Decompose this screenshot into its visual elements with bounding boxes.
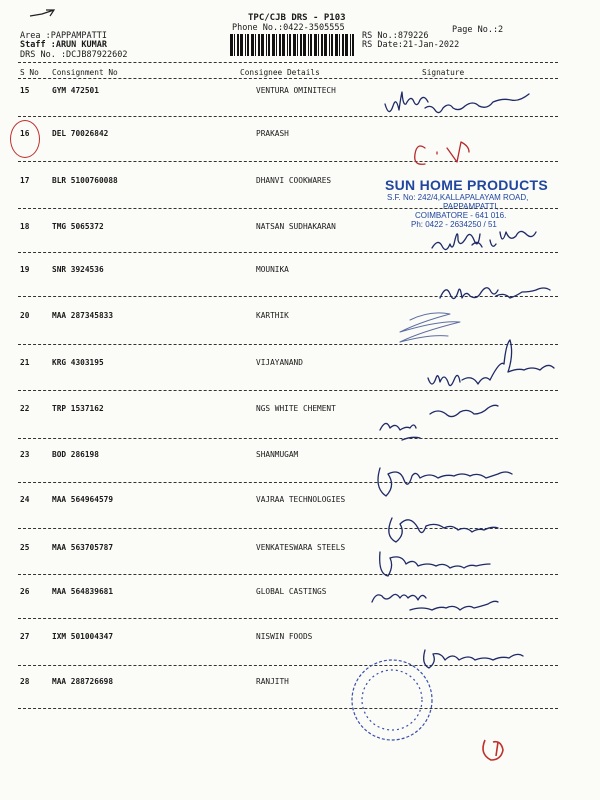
row-consignee: MOUNIKA bbox=[256, 265, 289, 274]
divider bbox=[18, 438, 558, 439]
table-row bbox=[0, 311, 600, 325]
row-sno: 23 bbox=[20, 450, 30, 459]
barcode-bar bbox=[324, 34, 327, 56]
stamp-address-line: PAPPAMPATTI, bbox=[443, 202, 499, 211]
rs-number: RS No.:879226 bbox=[362, 31, 429, 41]
barcode-bar bbox=[314, 34, 317, 56]
round-seal bbox=[352, 660, 432, 740]
row-consignee: PRAKASH bbox=[256, 129, 289, 138]
row-consignee: DHANVI COOKWARES bbox=[256, 176, 332, 185]
row-consignment: MAA 564839681 bbox=[52, 587, 114, 596]
row-sno: 27 bbox=[20, 632, 30, 641]
row-sno: 15 bbox=[20, 86, 30, 95]
divider bbox=[18, 78, 558, 79]
barcode-bar bbox=[308, 34, 309, 56]
row-sno: 16 bbox=[20, 129, 30, 138]
barcode-bar bbox=[237, 34, 239, 56]
barcode-bar bbox=[230, 34, 233, 56]
red-circle-mark bbox=[10, 120, 40, 158]
stamp-company: SUN HOME PRODUCTS bbox=[385, 177, 548, 193]
row-consignment: MAA 288726698 bbox=[52, 677, 114, 686]
row-consignment: MAA 563705787 bbox=[52, 543, 114, 552]
divider bbox=[18, 618, 558, 619]
divider bbox=[18, 390, 558, 391]
table-row bbox=[0, 677, 600, 691]
row-sno: 25 bbox=[20, 543, 30, 552]
row-sno: 22 bbox=[20, 404, 30, 413]
barcode-bar bbox=[282, 34, 285, 56]
row-consignment: BLR 5100760088 bbox=[52, 176, 118, 185]
table-row bbox=[0, 86, 600, 100]
row-consignee: KARTHIK bbox=[256, 311, 289, 320]
barcode-bar bbox=[339, 34, 340, 56]
row-sno: 21 bbox=[20, 358, 30, 367]
stamp-address-line: S.F. No: 242/4,KALLAPALAYAM ROAD, bbox=[387, 193, 529, 202]
divider bbox=[18, 161, 558, 162]
row-consignee: VENKATESWARA STEELS bbox=[256, 543, 346, 552]
barcode-bar bbox=[303, 34, 306, 56]
col-consignee: Consignee Details bbox=[240, 68, 320, 77]
table-row bbox=[0, 358, 600, 372]
divider bbox=[18, 665, 558, 666]
area-label: Area :PAPPAMPATTI bbox=[20, 31, 107, 41]
row-consignment: KRG 4303195 bbox=[52, 358, 104, 367]
row-consignee: GLOBAL CASTINGS bbox=[256, 587, 327, 596]
col-sno: S No bbox=[20, 68, 39, 77]
divider bbox=[18, 296, 558, 297]
barcode-bar bbox=[350, 34, 351, 56]
barcode-bar bbox=[352, 34, 354, 56]
divider bbox=[18, 344, 558, 345]
row-consignment: SNR 3924536 bbox=[52, 265, 104, 274]
barcode-bar bbox=[279, 34, 281, 56]
row-sno: 28 bbox=[20, 677, 30, 686]
barcode-bar bbox=[300, 34, 302, 56]
row-sno: 18 bbox=[20, 222, 30, 231]
row-consignee: RANJITH bbox=[256, 677, 289, 686]
row-consignment: MAA 287345833 bbox=[52, 311, 114, 320]
row-consignment: MAA 564964579 bbox=[52, 495, 114, 504]
rs-date: RS Date:21-Jan-2022 bbox=[362, 40, 460, 50]
stamp-address-line: COIMBATORE - 641 016. bbox=[415, 211, 507, 220]
row-sno: 19 bbox=[20, 265, 30, 274]
row-sno: 26 bbox=[20, 587, 30, 596]
barcode-bar bbox=[310, 34, 312, 56]
barcode-bar bbox=[321, 34, 323, 56]
row-sno: 20 bbox=[20, 311, 30, 320]
barcode-bar bbox=[345, 34, 348, 56]
barcode-bar bbox=[255, 34, 256, 56]
table-row bbox=[0, 129, 600, 143]
barcode-bar bbox=[266, 34, 267, 56]
col-signature: Signature bbox=[422, 68, 465, 77]
barcode-bar bbox=[240, 34, 243, 56]
row-consignee: NATSAN SUDHAKARAN bbox=[256, 222, 336, 231]
row-consignment: BOD 286198 bbox=[52, 450, 99, 459]
divider bbox=[18, 528, 558, 529]
signature-row-24 bbox=[389, 518, 498, 542]
barcode-bar bbox=[287, 34, 288, 56]
row-consignment: IXM 501004347 bbox=[52, 632, 114, 641]
barcode-bar bbox=[272, 34, 275, 56]
sheet-title: TPC/CJB DRS - P103 bbox=[248, 13, 346, 23]
divider bbox=[18, 252, 558, 253]
row-consignment: TRP 1537162 bbox=[52, 404, 104, 413]
divider bbox=[18, 482, 558, 483]
divider bbox=[18, 62, 558, 63]
barcode-bar bbox=[297, 34, 298, 56]
table-row bbox=[0, 404, 600, 418]
barcode-bar bbox=[329, 34, 330, 56]
row-consignee: NGS WHITE CHEMENT bbox=[256, 404, 336, 413]
row-consignment: GYM 472501 bbox=[52, 86, 99, 95]
barcode-bar bbox=[331, 34, 333, 56]
barcode-bar bbox=[342, 34, 344, 56]
scribble-mark bbox=[28, 6, 58, 22]
barcode-bar bbox=[251, 34, 254, 56]
barcode-bar bbox=[318, 34, 319, 56]
barcode-bar bbox=[335, 34, 338, 56]
table-row bbox=[0, 632, 600, 646]
row-sno: 24 bbox=[20, 495, 30, 504]
row-consignment: TMG 5065372 bbox=[52, 222, 104, 231]
row-consignment: DEL 70026842 bbox=[52, 129, 109, 138]
row-consignee: NISWIN FOODS bbox=[256, 632, 313, 641]
col-consignment: Consignment No bbox=[52, 68, 118, 77]
divider bbox=[18, 708, 558, 709]
divider bbox=[18, 116, 558, 117]
barcode-bar bbox=[293, 34, 296, 56]
barcode-bar bbox=[245, 34, 246, 56]
row-consignee: VENTURA OMINITECH bbox=[256, 86, 336, 95]
row-consignee: VAJRAA TECHNOLOGIES bbox=[256, 495, 346, 504]
barcode-bar bbox=[289, 34, 291, 56]
phone-number: Phone No.:0422-3505555 bbox=[232, 23, 345, 33]
drs-number: DRS No. :DCJB87922602 bbox=[20, 50, 128, 60]
staff-label: Staff :ARUN KUMAR bbox=[20, 40, 107, 50]
barcode-bar bbox=[268, 34, 270, 56]
page-number: Page No.:2 bbox=[452, 25, 504, 35]
barcode-bar bbox=[261, 34, 264, 56]
barcode bbox=[230, 34, 358, 56]
row-consignee: VIJAYANAND bbox=[256, 358, 303, 367]
company-stamp bbox=[385, 177, 548, 229]
table-row bbox=[0, 587, 600, 601]
table-row bbox=[0, 495, 600, 509]
red-tick-mark bbox=[483, 740, 503, 760]
row-consignee: SHANMUGAM bbox=[256, 450, 299, 459]
barcode-bar bbox=[247, 34, 249, 56]
barcode-bar bbox=[258, 34, 260, 56]
table-row bbox=[0, 543, 600, 557]
table-row bbox=[0, 265, 600, 279]
stamp-phone: Ph: 0422 - 2634250 / 51 bbox=[411, 220, 497, 229]
table-row bbox=[0, 450, 600, 464]
barcode-bar bbox=[234, 34, 235, 56]
row-sno: 17 bbox=[20, 176, 30, 185]
divider bbox=[18, 574, 558, 575]
barcode-bar bbox=[276, 34, 277, 56]
